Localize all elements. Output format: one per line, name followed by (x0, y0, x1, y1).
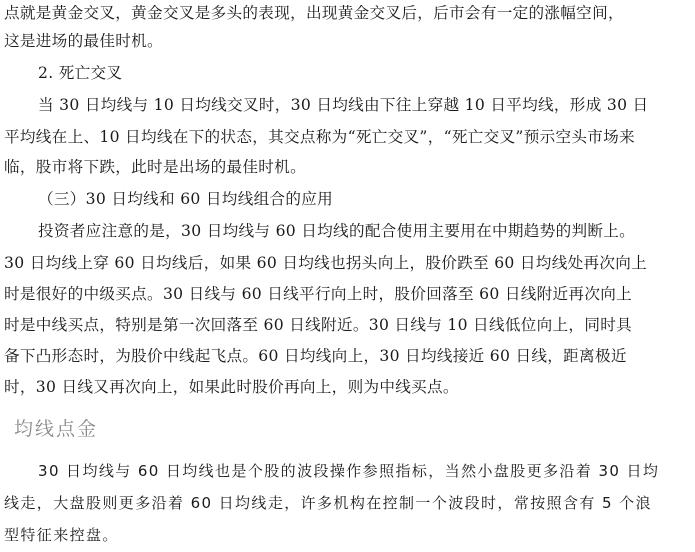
paragraph-line: 30 日均线与 60 日均线也是个股的波段操作参照指标，当然小盘股更多沿着 30 日均 (38, 462, 660, 480)
paragraph-line: 备下凸形态时，为股价中线起飞点。60 日均线向上，30 日均线接近 60 日线，距离极近 (4, 347, 627, 365)
paragraph-line: 时是中线买点，特别是第一次回落至 60 日线附近。30 日线与 10 日线低位向上，同时具 (4, 316, 632, 334)
paragraph-line: 型特征来控盘。 (4, 526, 119, 544)
paragraph-line: 线走，大盘股则更多沿着 60 日均线走，许多机构在控制一个波段时，常按照含有 5 个浪 (4, 494, 652, 512)
paragraph-line: 临，股市将下跌，此时是出场的最佳时机。 (4, 158, 306, 176)
paragraph-line: 投资者应注意的是，30 日均线与 60 日均线的配合使用主要用在中期趋势的判断上。 (38, 222, 636, 240)
subheading-death-cross: 2. 死亡交叉 (38, 64, 123, 82)
paragraph-line: 时，30 日线又再次向上，如果此时股价再向上，则为中线买点。 (4, 378, 459, 396)
paragraph-line: 30 日均线上穿 60 日均线后，如果 60 日均线也拐头向上，股价跌至 60 日均线处再次向上 (4, 254, 648, 272)
paragraph-line: 这是进场的最佳时机。 (4, 32, 163, 50)
paragraph-line: 当 30 日均线与 10 日均线交叉时，30 日均线由下往上穿越 10 日平均线，形成 30 日 (38, 96, 649, 114)
paragraph-line: 时是很好的中级买点。30 日线与 60 日线平行向上时，股价回落至 60 日线附近再次向上 (4, 285, 632, 303)
subheading-ma-combination: （三）30 日均线和 60 日均线组合的应用 (38, 190, 334, 208)
paragraph-line: 平均线在上、10 日均线在下的状态，其交点称为“死亡交叉”，“死亡交叉”预示空头市场来 (4, 128, 635, 146)
section-title: 均线点金 (14, 418, 99, 440)
paragraph-line: 点就是黄金交叉，黄金交叉是多头的表现，出现黄金交叉后，后市会有一定的涨幅空间， (4, 4, 624, 22)
